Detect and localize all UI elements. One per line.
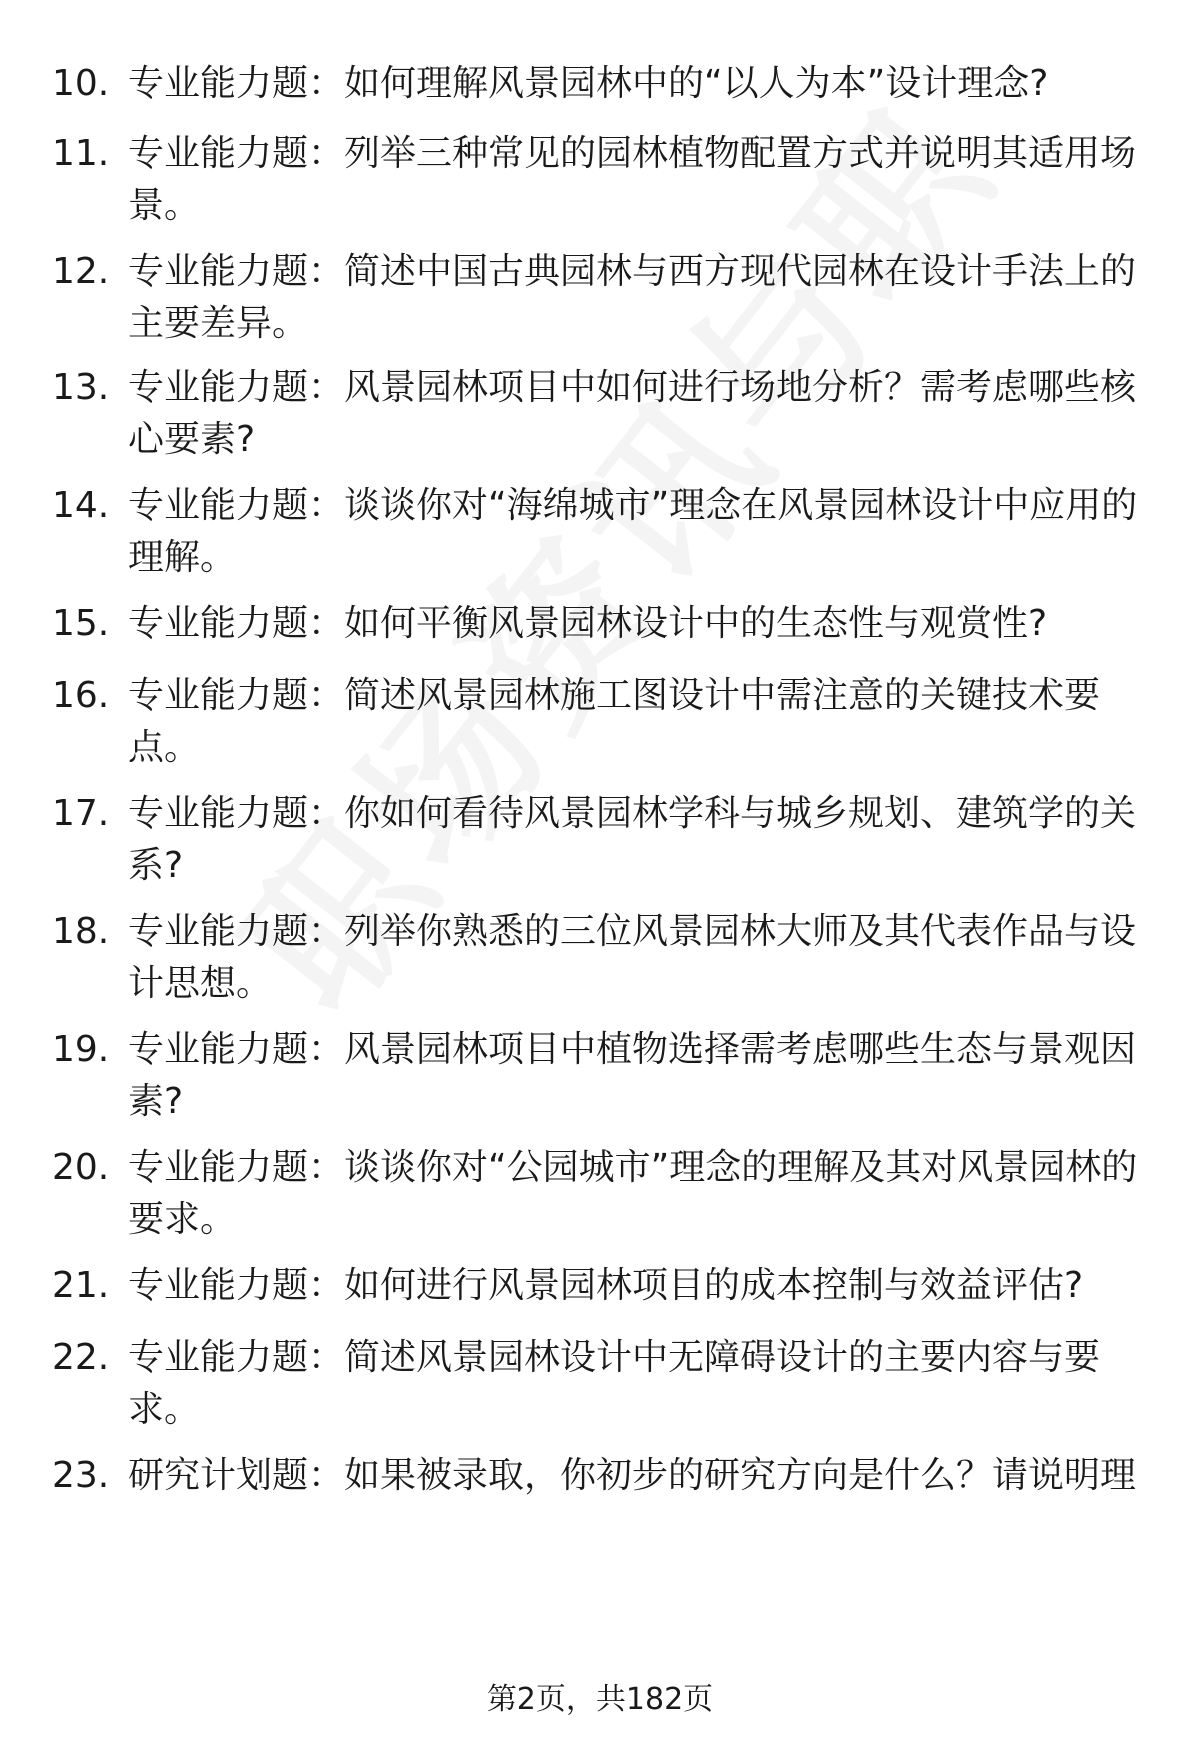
- question-category: 专业能力题：: [128, 603, 345, 644]
- page-footer: 第2页，共182页: [486, 1682, 714, 1717]
- question-category: 专业能力题：: [128, 1029, 345, 1070]
- question-category: 专业能力题：: [128, 1265, 345, 1306]
- question-text: 谈谈你对“海绵城市”理念在风景园林设计中应用的理解。: [128, 485, 1138, 578]
- question-text: 列举你熟悉的三位风景园林大师及其代表作品与设计思想。: [128, 911, 1137, 1004]
- question-number: 18.: [52, 911, 110, 952]
- question-category: 专业能力题：: [128, 675, 345, 716]
- question-category: 专业能力题：: [128, 133, 345, 174]
- question-text: 如果被录取，你初步的研究方向是什么？请说明理: [344, 1455, 1137, 1496]
- question-text: 风景园林项目中如何进行场地分析？需考虑哪些核心要素?: [128, 367, 1137, 460]
- question-text: 如何理解风景园林中的“以人为本”设计理念?: [344, 63, 1049, 104]
- question-number: 10.: [52, 63, 110, 104]
- question-category: 专业能力题：: [128, 367, 345, 408]
- question-category: 专业能力题：: [128, 485, 345, 526]
- question-number: 11.: [52, 133, 110, 174]
- question-number: 23.: [52, 1455, 110, 1496]
- question-text: 简述中国古典园林与西方现代园林在设计手法上的主要差异。: [128, 251, 1137, 344]
- question-number: 13.: [52, 367, 110, 408]
- question-category: 专业能力题：: [128, 793, 345, 834]
- question-text: 如何进行风景园林项目的成本控制与效益评估?: [344, 1265, 1084, 1306]
- question-number: 16.: [52, 675, 110, 716]
- question-category: 专业能力题：: [128, 251, 345, 292]
- question-category: 专业能力题：: [128, 911, 345, 952]
- question-text: 列举三种常见的园林植物配置方式并说明其适用场景。: [128, 133, 1137, 226]
- question-number: 14.: [52, 485, 110, 526]
- question-text: 简述风景园林设计中无障碍设计的主要内容与要求。: [128, 1337, 1101, 1430]
- question-category: 专业能力题：: [128, 1147, 345, 1188]
- question-text: 谈谈你对“公园城市”理念的理解及其对风景园林的要求。: [128, 1147, 1138, 1240]
- question-number: 22.: [52, 1337, 110, 1378]
- question-category: 研究计划题：: [128, 1455, 345, 1496]
- question-category: 专业能力题：: [128, 1337, 345, 1378]
- question-number: 19.: [52, 1029, 110, 1070]
- question-number: 21.: [52, 1265, 110, 1306]
- question-number: 20.: [52, 1147, 110, 1188]
- question-text: 你如何看待风景园林学科与城乡规划、建筑学的关系?: [128, 793, 1137, 886]
- question-text: 简述风景园林施工图设计中需注意的关键技术要点。: [128, 675, 1101, 768]
- question-text: 如何平衡风景园林设计中的生态性与观赏性?: [344, 603, 1048, 644]
- question-number: 15.: [52, 603, 110, 644]
- question-category: 专业能力题：: [128, 63, 345, 104]
- question-number: 12.: [52, 251, 110, 292]
- question-text: 风景园林项目中植物选择需考虑哪些生态与景观因素?: [128, 1029, 1137, 1122]
- question-number: 17.: [52, 793, 110, 834]
